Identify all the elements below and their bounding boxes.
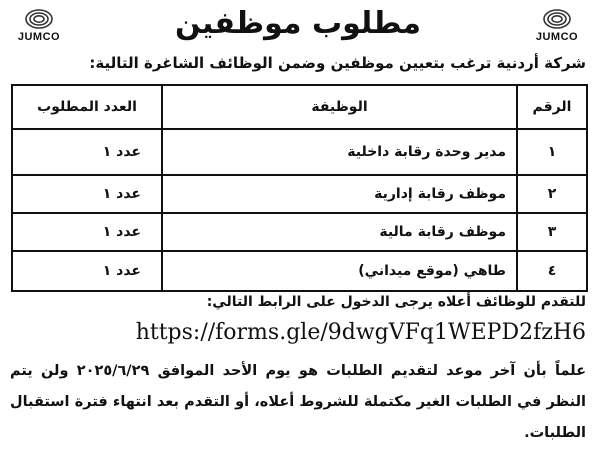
logo-text: JUMCO [17, 31, 61, 43]
deadline-note: علماً بأن آخر موعد لتقديم الطلبات هو يوم الأحد الموافق ٢٠٢٥/٦/٢٩ ولن يتم النظر في الطلبات الغير مكتملة للشروط أعلاه، أو التقدم بعد انتهاء فترة استقبال الطلبات. [10, 363, 586, 441]
jobs-table [11, 84, 588, 292]
row-job: موظف رقابة مالية [162, 213, 517, 251]
ad-title: مطلوب موظفين [175, 6, 421, 41]
table-row [12, 175, 587, 213]
row-job: موظف رقابة إدارية [162, 175, 517, 213]
row-number: ٣ [517, 213, 587, 251]
header-count: العدد المطلوب [12, 85, 162, 129]
table-row [12, 129, 587, 175]
row-count: عدد ١ [12, 175, 162, 213]
header-job: الوظيفة [162, 85, 517, 129]
row-job: مدير وحدة رقابة داخلية [162, 129, 517, 175]
row-count: عدد ١ [12, 129, 162, 175]
table-header-row [12, 85, 587, 129]
apply-instructions: للتقدم للوظائف أعلاه يرجى الدخول على الرابط التالي: [206, 294, 586, 310]
table-row [12, 213, 587, 251]
row-number: ٤ [517, 251, 587, 291]
row-count: عدد ١ [12, 251, 162, 291]
row-job: طاهي (موقع ميداني) [162, 251, 517, 291]
row-count: عدد ١ [12, 213, 162, 251]
table-row [12, 251, 587, 291]
application-link[interactable]: https://forms.gle/9dwgVFq1WEPD2fzH6 [135, 320, 586, 345]
row-number: ١ [517, 129, 587, 175]
header-number: الرقم [517, 85, 587, 129]
row-number: ٢ [517, 175, 587, 213]
logo-text: JUMCO [535, 31, 579, 43]
intro-text: شركة أردنية ترغب بتعيين موظفين وضمن الوظائف الشاغرة التالية: [89, 54, 586, 72]
